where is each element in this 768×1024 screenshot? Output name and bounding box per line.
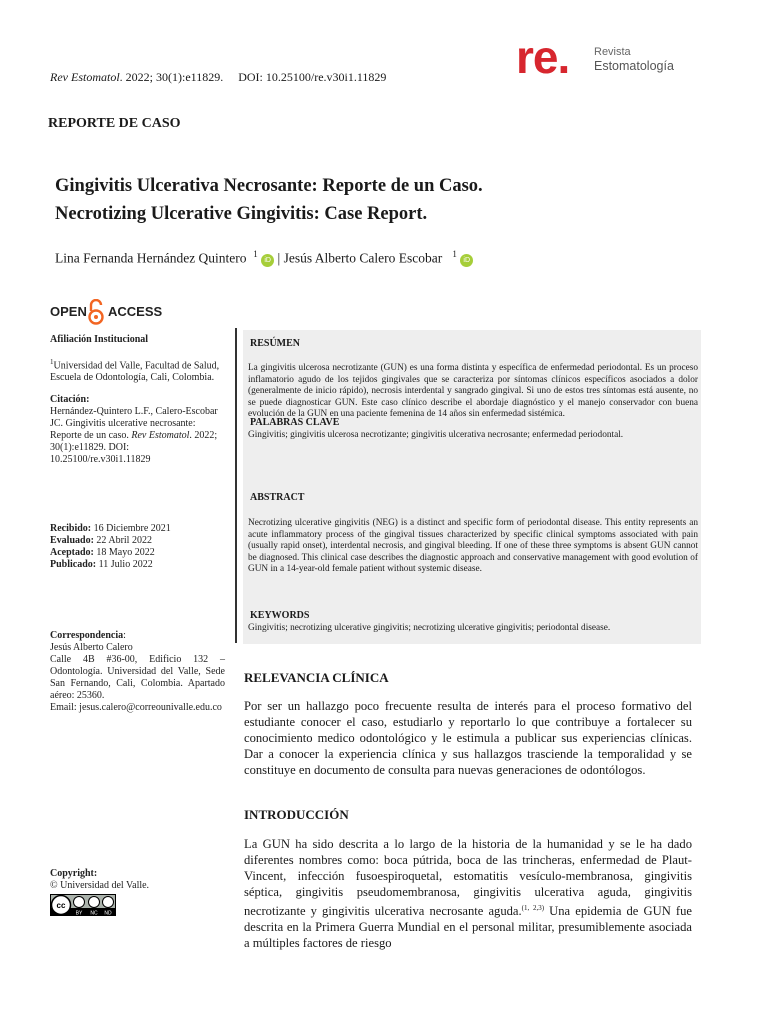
citation-block	[50, 394, 225, 466]
copyright-text: © Universidad del Valle.	[50, 880, 150, 891]
affiliation-text: Universidad del Valle, Facultad de Salud, Escuela de Odontología, Cali, Colombia.	[50, 360, 220, 384]
correspondence-block: Correspondencia: Jesús Alberto Calero Calle 4B #36-00, Edificio 132 – Odontología. Universidad del Valle, Sede San Fernando, Cali, Colombia. Apartado aéreo: 25360. Email: jesus.calero@correounivalle.edu.co	[50, 630, 225, 713]
logo-line-2: Estomatología	[594, 59, 674, 73]
introduccion-paragraph	[244, 836, 692, 951]
date-value: 11 Julio 2022	[98, 559, 153, 570]
date-received	[50, 523, 225, 535]
journal-logo	[516, 31, 696, 84]
keywords-text: Gingivitis; necrotizing ulcerative gingivitis; necrotizing ulcerative gingivitis; periodontal disease.	[248, 623, 611, 633]
palabras-clave-text: Gingivitis; gingivitis ulcerosa necrotizante; gingivitis ulcerativa necrosante; enfermedad periodontal.	[248, 430, 624, 440]
relevancia-paragraph: Por ser un hallazgo poco frecuente resulta de interés para el proceso formativo del estudiante conocer el caso, estudiarlo y reportarlo lo que contribuye a fortalecer su conocimiento medico odontológico y le estimula a publicar sus experiencias clínicas. Dar a conocer la experiencia clínica y sus hallazgos trasciende la temporalidad y se constituye en documento de consulta para nuevas generaciones de odontólogos.	[244, 699, 692, 777]
intro-text-part-2: Una epidemia de GUN fue descrita en la Primera Guerra Mundial en el personal militar, presumiblemente asociada a múltiples factores de riesgo	[244, 904, 692, 951]
palabras-clave-heading: PALABRAS CLAVE	[250, 417, 340, 428]
resumen-text: La gingivitis ulcerosa necrotizante (GUN) es una forma distinta y específica de enfermedad periodontal. Es un proceso inflamatorio agudo de los tejidos gingivales que se caracteriza por síntomas clínicos específicos asociados a dolor (generalmente de inicio rápido), necrosis interdental y sangrado gingival. Si uno de estos tres síntomas está ausente, no se puede diagnosticar GUN. Este caso clínico describe el abordaje diagnóstico y el manejo conservador con buena evolución de la GUN en una paciente femenina de 14 años sin enfermedad sistémica.	[248, 363, 698, 420]
cc-license-icon[interactable]	[50, 894, 116, 916]
citation-journal: Rev Estomatol	[131, 430, 190, 441]
logo-mark: re.	[516, 31, 570, 83]
logo-line-1: Revista	[594, 46, 631, 58]
affiliation-block	[50, 334, 225, 384]
author-separator: |	[277, 250, 281, 266]
citation-text: Hernández-Quintero L.F., Calero-Escobar JC. Gingivitis ulcerative necrosante: Reporte de un caso.	[50, 406, 218, 441]
affiliation-heading: Afiliación Institucional	[50, 334, 149, 345]
citation-heading: Citación:	[50, 394, 90, 405]
author-name: Lina Fernanda Hernández Quintero	[55, 250, 247, 266]
date-accepted	[50, 547, 225, 559]
correspondence-email[interactable]: Email: jesus.calero@correounivalle.edu.co	[50, 702, 222, 713]
correspondence-heading: Correspondencia	[50, 630, 124, 641]
resumen-heading: RESÚMEN	[250, 338, 301, 349]
orcid-icon[interactable]: iD	[460, 254, 473, 267]
citation-header	[50, 70, 386, 85]
abstract-heading: ABSTRACT	[250, 492, 305, 503]
date-value: 16 Diciembre 2021	[93, 523, 171, 534]
date-label: Recibido:	[50, 523, 92, 534]
copyright-block	[50, 868, 225, 892]
dates-block	[50, 523, 225, 571]
author-affiliation-sup: 1	[253, 249, 258, 259]
open-lock-icon	[87, 299, 105, 325]
abstract-box	[243, 330, 701, 644]
citation-tail: . 2022; 30(1):e11829. DOI: 10.25100/re.v30i1.11829	[50, 430, 218, 465]
column-divider	[235, 328, 237, 643]
cc-label: cc	[56, 901, 66, 910]
date-value: 22 Abril 2022	[96, 535, 152, 546]
correspondence-name: Jesús Alberto Calero	[50, 642, 133, 653]
cc-nc-label: NC	[90, 910, 98, 916]
open-access-text-open: OPEN	[50, 304, 87, 319]
journal-name: Rev Estomatol	[50, 70, 120, 84]
date-evaluated	[50, 535, 225, 547]
section-heading-introduccion: INTRODUCCIÓN	[244, 807, 349, 822]
keywords-heading: KEYWORDS	[250, 610, 310, 621]
intro-text-part-1: La GUN ha sido descrita a lo largo de la historia de la humanidad y se le ha dado diferentes nombres como: boca pútrida, boca de las trincheras, enfermedad de Plaut-Vincent, infección fusoespiroquetal, estomatitis vesículo-membranosa, gingivitis séptica, gingivitis pseudomembranosa, gingivitis ulcerativa aguda, gingivitis necrotizante y gingivitis ulcerativa necrosante aguda.	[244, 837, 692, 919]
title-spanish: Gingivitis Ulcerativa Necrosante: Reporte de un Caso.	[55, 176, 483, 196]
open-access-badge	[50, 299, 170, 325]
copyright-heading: Copyright:	[50, 868, 98, 879]
reference-citation: (1, 2,3)	[521, 904, 545, 912]
author-list	[55, 249, 473, 267]
abstract-text: Necrotizing ulcerative gingivitis (NEG) is a distinct and specific form of periodontal disease. This entity represents an acute inflammatory process of the gingival tissues characterized by specific clinical symptoms associated with pain (usually rapid onset), interdental necrosis, and gingival bleeding. If one of these three symptoms is absent GUN cannot be diagnosed. This clinical case describes the diagnostic approach and conservative management with good evolution of GUN in a 14-year-old female patient without systemic disease.	[248, 518, 698, 575]
cc-nd-label: ND	[104, 910, 112, 916]
doi-text: DOI: 10.25100/re.v30i1.11829	[238, 70, 387, 84]
section-heading-relevancia: RELEVANCIA CLÍNICA	[244, 670, 389, 685]
author-name: Jesús Alberto Calero Escobar	[283, 250, 443, 266]
article-type-label: REPORTE DE CASO	[48, 116, 181, 131]
author-affiliation-sup: 1	[452, 249, 457, 259]
date-label: Aceptado:	[50, 547, 94, 558]
title-english: Necrotizing Ulcerative Gingivitis: Case Report.	[55, 204, 428, 224]
citation-volume: . 2022; 30(1):e11829.	[119, 70, 224, 84]
date-value: 18 Mayo 2022	[96, 547, 155, 558]
correspondence-address: Calle 4B #36-00, Edificio 132 – Odontología. Universidad del Valle, Sede San Fernando, Cali, Colombia. Apartado aéreo: 25360.	[50, 654, 225, 701]
cc-by-label: BY	[75, 910, 83, 916]
date-label: Evaluado:	[50, 535, 94, 546]
open-access-text-access: ACCESS	[108, 304, 163, 319]
article-title	[55, 172, 483, 228]
orcid-icon[interactable]: iD	[261, 254, 274, 267]
affiliation-sup: 1	[50, 358, 54, 366]
date-published	[50, 559, 225, 571]
date-label: Publicado:	[50, 559, 97, 570]
